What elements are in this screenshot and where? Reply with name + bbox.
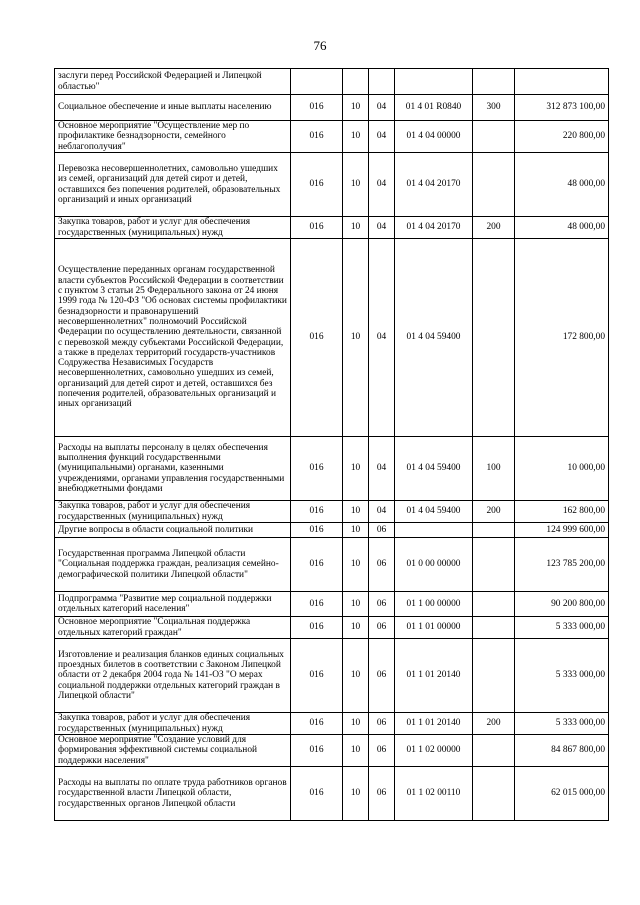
cell-expense-type: 200	[473, 217, 515, 239]
table-row	[55, 153, 609, 217]
cell-admin-code: 016	[291, 735, 343, 767]
cell-amount: 84 867 800,00	[515, 735, 609, 767]
cell-amount: 124 999 600,00	[515, 523, 609, 538]
cell-admin-code: 016	[291, 217, 343, 239]
cell-expense-type	[473, 592, 515, 617]
cell-expense-type	[473, 523, 515, 538]
cell-amount: 48 000,00	[515, 217, 609, 239]
cell-expense-type	[473, 617, 515, 639]
table-row	[55, 592, 609, 617]
cell-subsection: 04	[369, 437, 395, 501]
cell-subsection: 04	[369, 239, 395, 437]
cell-name: Изготовление и реализация бланков единых социальных проездных билетов в соответствии с Законом Липецкой области от 2 декабря 2004 года № 141-ОЗ "О мерах социальной поддержки отдельных категорий граждан в Липецкой области"	[55, 639, 291, 713]
cell-section: 10	[343, 239, 369, 437]
cell-name: Осуществление переданных органам государственной власти субъектов Российской Федерации в соответствии с пунктом 3 статьи 25 Федерального закона от 24 июня 1999 года № 120-ФЗ "Об основах системы профилактики безнадзорности и правонарушений несовершеннолетних" полномочий Российской Федерации по осуществлению деятельности, связанной с перевозкой между субъектами Российской Федерации, а также в пределах территорий государств-участников Содружества Независимых Государств несовершеннолетних, самовольно ушедших из семей, организаций для детей сирот и детей, оставшихся без попечения родителей, образовательных организаций и иных организаций	[55, 239, 291, 437]
cell-subsection: 04	[369, 121, 395, 153]
cell-target-article: 01 4 04 00000	[395, 121, 473, 153]
cell-section: 10	[343, 523, 369, 538]
table-row	[55, 437, 609, 501]
cell-admin-code: 016	[291, 95, 343, 121]
cell-amount	[515, 69, 609, 95]
cell-target-article: 01 4 01 R0840	[395, 95, 473, 121]
cell-target-article: 01 0 00 00000	[395, 538, 473, 592]
cell-target-article: 01 1 01 20140	[395, 713, 473, 735]
table-row	[55, 617, 609, 639]
cell-admin-code: 016	[291, 617, 343, 639]
cell-name: Основное мероприятие "Социальная поддержка отдельных категорий граждан"	[55, 617, 291, 639]
cell-amount: 5 333 000,00	[515, 639, 609, 713]
cell-subsection: 06	[369, 538, 395, 592]
cell-name: Закупка товаров, работ и услуг для обеспечения государственных (муниципальных) нужд	[55, 713, 291, 735]
cell-name: заслуги перед Российской Федерацией и Липецкой областью"	[55, 69, 291, 95]
cell-name: Закупка товаров, работ и услуг для обеспечения государственных (муниципальных) нужд	[55, 501, 291, 523]
page-number: 76	[313, 38, 327, 53]
cell-amount: 220 800,00	[515, 121, 609, 153]
cell-expense-type: 200	[473, 713, 515, 735]
cell-subsection: 06	[369, 713, 395, 735]
cell-subsection: 04	[369, 217, 395, 239]
table-row	[55, 713, 609, 735]
cell-section: 10	[343, 501, 369, 523]
cell-target-article: 01 1 00 00000	[395, 592, 473, 617]
cell-amount: 90 200 800,00	[515, 592, 609, 617]
table-row	[55, 767, 609, 821]
cell-section: 10	[343, 735, 369, 767]
cell-name: Социальное обеспечение и иные выплаты населению	[55, 95, 291, 121]
cell-admin-code: 016	[291, 501, 343, 523]
cell-section: 10	[343, 713, 369, 735]
cell-expense-type	[473, 153, 515, 217]
cell-target-article: 01 4 04 20170	[395, 217, 473, 239]
cell-admin-code: 016	[291, 592, 343, 617]
cell-admin-code: 016	[291, 767, 343, 821]
cell-target-article: 01 4 04 59400	[395, 501, 473, 523]
cell-target-article	[395, 69, 473, 95]
cell-subsection: 04	[369, 501, 395, 523]
cell-subsection: 06	[369, 523, 395, 538]
cell-section: 10	[343, 153, 369, 217]
cell-section: 10	[343, 592, 369, 617]
table-body	[55, 69, 609, 821]
cell-target-article	[395, 523, 473, 538]
cell-section	[343, 69, 369, 95]
cell-section: 10	[343, 217, 369, 239]
cell-amount: 123 785 200,00	[515, 538, 609, 592]
cell-amount: 162 800,00	[515, 501, 609, 523]
table-row	[55, 639, 609, 713]
cell-amount: 312 873 100,00	[515, 95, 609, 121]
cell-section: 10	[343, 767, 369, 821]
cell-expense-type	[473, 767, 515, 821]
cell-expense-type	[473, 639, 515, 713]
cell-admin-code: 016	[291, 153, 343, 217]
table-row	[55, 523, 609, 538]
cell-subsection: 06	[369, 639, 395, 713]
cell-admin-code: 016	[291, 713, 343, 735]
cell-subsection: 06	[369, 767, 395, 821]
cell-name: Перевозка несовершеннолетних, самовольно ушедших из семей, организаций для детей сирот и детей, оставшихся без попечения родителей, образовательных организаций и иных организаций	[55, 153, 291, 217]
table-row	[55, 95, 609, 121]
cell-section: 10	[343, 639, 369, 713]
cell-expense-type	[473, 239, 515, 437]
cell-target-article: 01 4 04 20170	[395, 153, 473, 217]
budget-table	[54, 68, 609, 821]
cell-name: Подпрограмма "Развитие мер социальной поддержки отдельных категорий населения"	[55, 592, 291, 617]
cell-expense-type: 200	[473, 501, 515, 523]
cell-amount: 5 333 000,00	[515, 713, 609, 735]
cell-subsection: 06	[369, 617, 395, 639]
cell-name: Расходы на выплаты персоналу в целях обеспечения выполнения функций государственными (муниципальными) органами, казенными учреждениями, органами управления государственными внебюджетными фондами	[55, 437, 291, 501]
cell-amount: 62 015 000,00	[515, 767, 609, 821]
cell-subsection	[369, 69, 395, 95]
cell-admin-code: 016	[291, 121, 343, 153]
cell-admin-code: 016	[291, 639, 343, 713]
cell-section: 10	[343, 95, 369, 121]
cell-name: Основное мероприятие "Создание условий для формирования эффективной системы социальной поддержки населения"	[55, 735, 291, 767]
cell-target-article: 01 4 04 59400	[395, 437, 473, 501]
table-row	[55, 538, 609, 592]
cell-expense-type	[473, 69, 515, 95]
cell-target-article: 01 1 02 00000	[395, 735, 473, 767]
cell-admin-code: 016	[291, 437, 343, 501]
table-row	[55, 121, 609, 153]
cell-subsection: 04	[369, 95, 395, 121]
cell-expense-type	[473, 538, 515, 592]
cell-expense-type	[473, 121, 515, 153]
table-row	[55, 735, 609, 767]
cell-target-article: 01 1 01 20140	[395, 639, 473, 713]
cell-target-article: 01 1 01 00000	[395, 617, 473, 639]
cell-amount: 48 000,00	[515, 153, 609, 217]
table-row	[55, 69, 609, 95]
cell-target-article: 01 1 02 00110	[395, 767, 473, 821]
cell-section: 10	[343, 437, 369, 501]
cell-amount: 10 000,00	[515, 437, 609, 501]
cell-subsection: 04	[369, 153, 395, 217]
cell-name: Основное мероприятие "Осуществление мер по профилактике безнадзорности, семейного неблагополучия"	[55, 121, 291, 153]
cell-amount: 5 333 000,00	[515, 617, 609, 639]
cell-expense-type: 300	[473, 95, 515, 121]
table-row	[55, 239, 609, 437]
cell-expense-type	[473, 735, 515, 767]
cell-admin-code: 016	[291, 538, 343, 592]
cell-section: 10	[343, 121, 369, 153]
cell-section: 10	[343, 617, 369, 639]
table-row	[55, 501, 609, 523]
cell-subsection: 06	[369, 592, 395, 617]
cell-name: Государственная программа Липецкой области "Социальная поддержка граждан, реализация семейно-демографической политики Липецкой области"	[55, 538, 291, 592]
cell-amount: 172 800,00	[515, 239, 609, 437]
cell-expense-type: 100	[473, 437, 515, 501]
cell-target-article: 01 4 04 59400	[395, 239, 473, 437]
table-row	[55, 217, 609, 239]
cell-name: Расходы на выплаты по оплате труда работников органов государственной власти Липецкой области, государственных органов Липецкой области	[55, 767, 291, 821]
cell-name: Другие вопросы в области социальной политики	[55, 523, 291, 538]
cell-name: Закупка товаров, работ и услуг для обеспечения государственных (муниципальных) нужд	[55, 217, 291, 239]
cell-admin-code: 016	[291, 239, 343, 437]
cell-admin-code: 016	[291, 523, 343, 538]
cell-section: 10	[343, 538, 369, 592]
cell-admin-code	[291, 69, 343, 95]
cell-subsection: 06	[369, 735, 395, 767]
